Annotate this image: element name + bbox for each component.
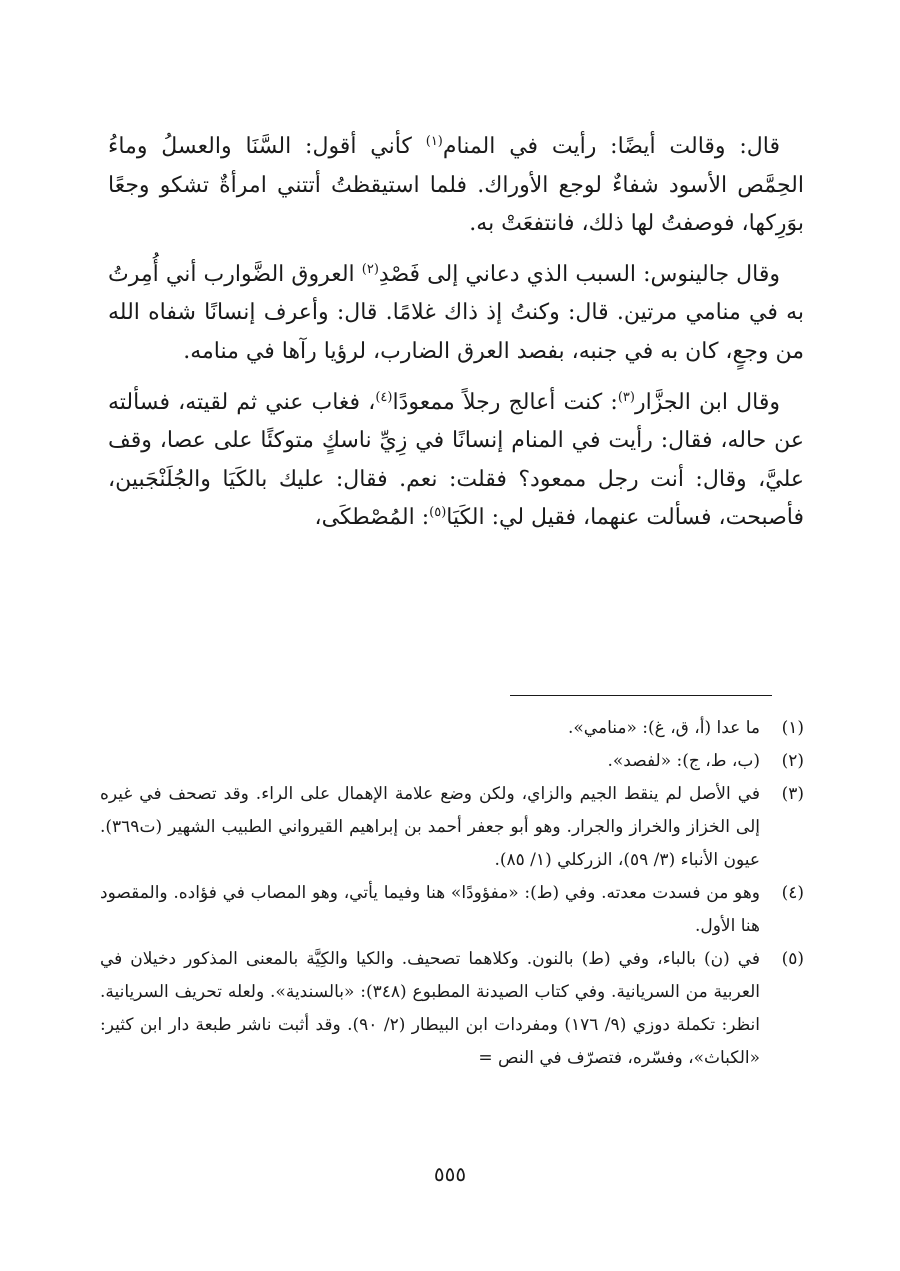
footnote-2 bbox=[100, 745, 804, 778]
paragraph-2-part-a: وقال جالينوس: السبب الذي دعاني إلى فَصْدِ bbox=[378, 261, 780, 287]
main-text bbox=[108, 128, 804, 550]
paragraph-1-part-a: قال: وقالت أيضًا: رأيت في المنام bbox=[442, 134, 780, 159]
footnote-text: ما عدا (أ، ق، غ): «منامي». bbox=[567, 718, 760, 738]
paragraph-1 bbox=[108, 128, 804, 244]
footnote-5 bbox=[100, 943, 804, 1075]
footnote-ref-1: (١) bbox=[425, 134, 443, 149]
footnote-number: (١) bbox=[781, 718, 804, 738]
footnote-number: (٤) bbox=[781, 883, 804, 903]
footnote-ref-4: (٤) bbox=[375, 389, 393, 405]
paragraph-3-part-b: : كنت أعالج رجلاً ممعودًا bbox=[392, 389, 618, 415]
paragraph-3-part-d: : المُصْطكَى، bbox=[314, 505, 430, 531]
footnote-number: (٣) bbox=[781, 784, 804, 804]
footnote-ref-2: (٢) bbox=[361, 261, 379, 277]
footnote-text: في الأصل لم ينقط الجيم والزاي، ولكن وضع علامة الإهمال على الراء. وقد تصحف في غيره إلى الخزاز والخراز والجرار. وهو أبو جعفر أحمد بن إبراهيم القيرواني الطبيب الشهير (ت٣٦٩). عيون الأنباء (٣/ ٥٩)، الزركلي (١/ ٨٥). bbox=[100, 784, 760, 870]
footnote-number: (٥) bbox=[781, 949, 804, 969]
footnote-4 bbox=[100, 877, 804, 943]
footnotes bbox=[100, 712, 804, 1075]
paragraph-3 bbox=[108, 384, 804, 538]
footnote-text: في (ن) بالباء، وفي (ط) بالنون. وكلاهما تصحيف. والكيا والكِيَّة بالمعنى المذكور دخيلان في العربية من السريانية. وفي كتاب الصيدنة المطبوع (٣٤٨): «بالسندية». ولعله تحريف السريانية. انظر: تكملة دوزي (٩/ ١٧٦) ومفردات ابن البيطار (٢/ ٩٠). وقد أثبت ناشر طبعة دار ابن كثير: «الكباث»، وفسّره، فتصرّف في النص = bbox=[100, 949, 760, 1068]
footnote-number: (٢) bbox=[781, 751, 804, 771]
paragraph-3-part-a: وقال ابن الجزَّار bbox=[634, 389, 780, 415]
footnote-text: (ب، ط، ج): «لفصد». bbox=[607, 751, 760, 771]
page-number: ٥٥٥ bbox=[433, 1162, 467, 1186]
paragraph-1-part-b: كأني أقول: السَّنَا والعسلُ وماءُ الحِمَّص الأسود شفاءٌ لوجع الأوراك. فلما استيقظتُ أتتني امرأةٌ تشكو وجعًا بوَرِكها، فوصفتُ لها ذلك، فانتفعَتْ به. bbox=[108, 134, 804, 237]
footnote-text: وهو من فسدت معدته. وفي (ط): «مفؤودًا» هنا وفيما يأتي، وهو المصاب في فؤاده. والمقصود هنا الأول. bbox=[100, 883, 760, 936]
footnote-ref-5: (٥) bbox=[429, 505, 447, 521]
footnote-3 bbox=[100, 778, 804, 877]
paragraph-2 bbox=[108, 256, 804, 372]
paragraph-3-part-c: ، فغاب عني ثم لقيته، فسألته عن حاله، فقال: رأيت في المنام إنسانًا في زِيِّ ناسكٍ متوكئًا على عصا، وقف عليَّ، وقال: أنت رجل ممعود؟ فقلت: نعم. فقال: عليك بالكَيَا والجُلَنْجَبين، فأصبحت، فسألت عنهما، فقيل لي: الكَيَا bbox=[108, 389, 804, 531]
footnote-ref-3: (٣) bbox=[617, 389, 635, 405]
footnote-1 bbox=[100, 712, 804, 745]
paragraph-2-part-b: العروق الضَّوارب أني أُمِرتُ به في منامي مرتين. قال: وكنتُ إذ ذاك غلامًا. قال: وأعرف إنسانًا شفاه الله من وجعٍ، كان به في جنبه، بفصد العرق الضارب، لرؤيا رآها في منامه. bbox=[108, 261, 804, 364]
footnote-separator bbox=[510, 695, 772, 696]
